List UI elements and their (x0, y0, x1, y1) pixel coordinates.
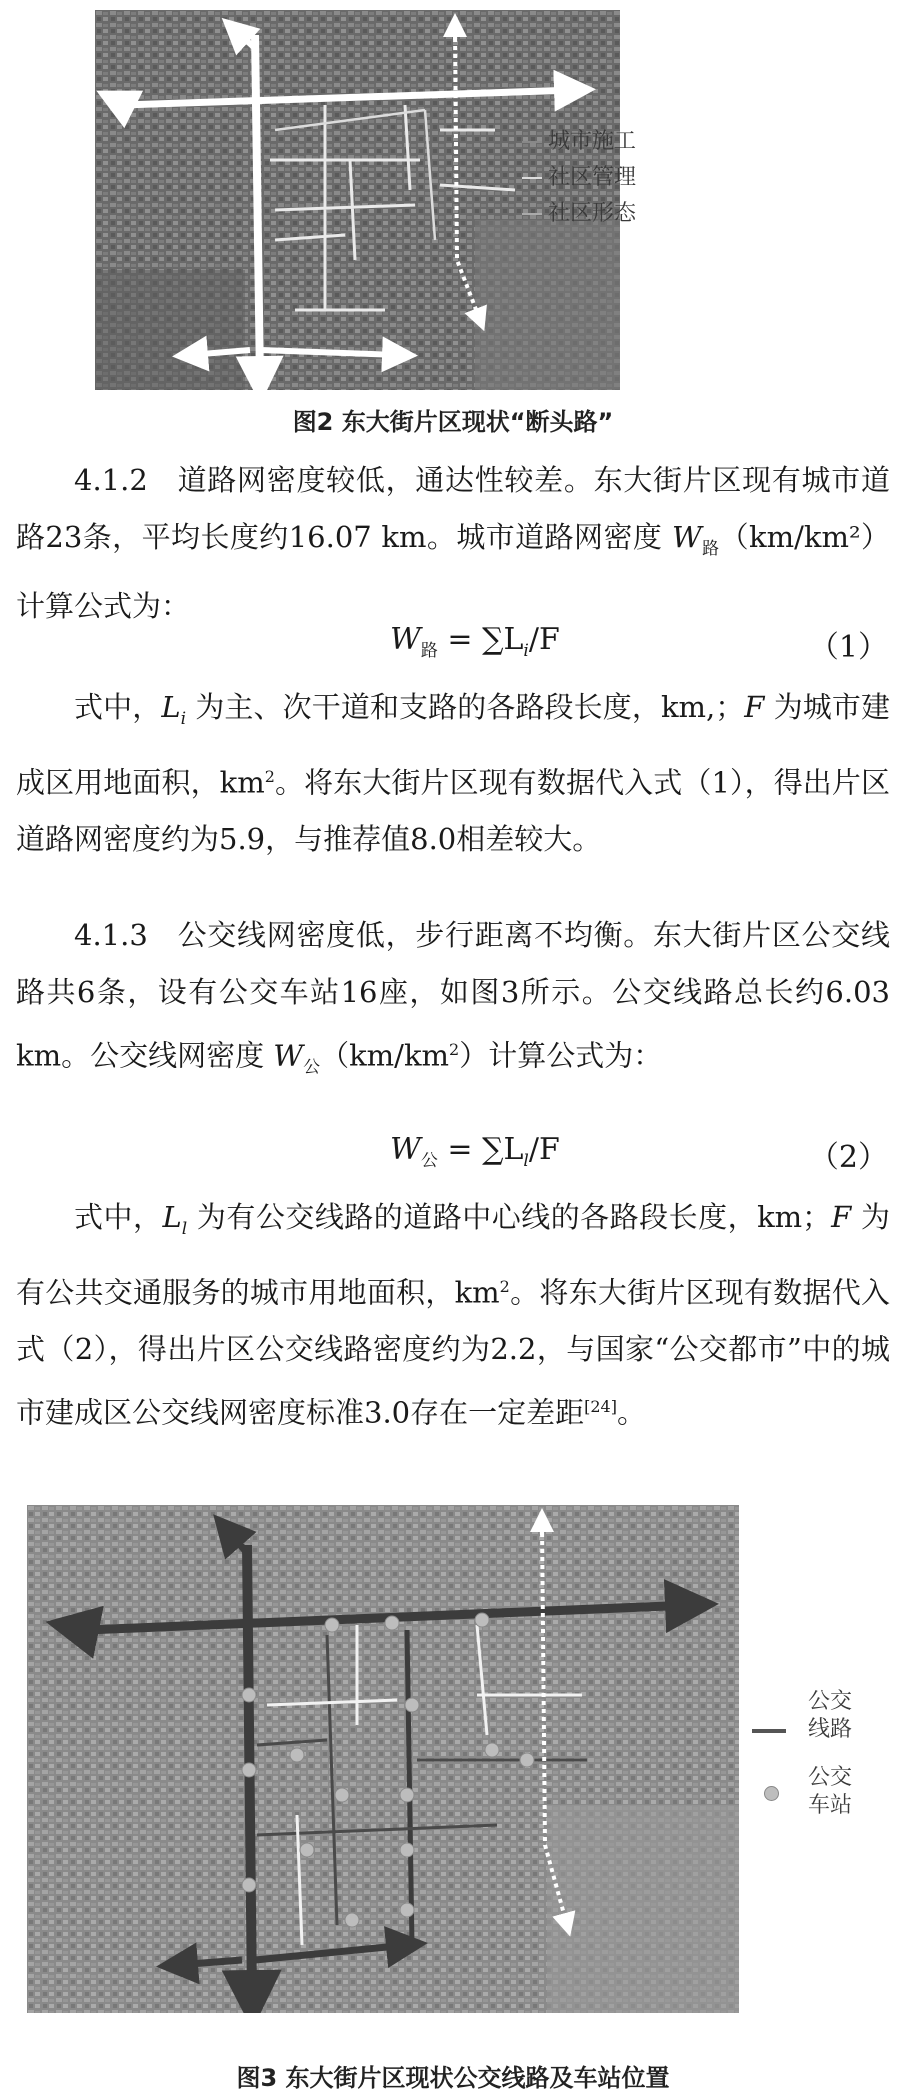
equation-1-number: （1） (808, 630, 888, 665)
main-road-ns (255, 35, 260, 380)
equation-2-expression: $W_公 = \sum L_l/F$ (390, 1132, 560, 1171)
para-after-eq2: 式中，$L_l$ 为有公交线路的道路中心线的各路段长度，km；F 为有公共交通服务的城市用地面积，$km^2$。将东大街片区现有数据代入式（2），得出片区公交线路密度约为2.2，与国家“公交都市”中的城市建成区公交线网密度标准3.0存在一定差距[24]。 (16, 1200, 891, 1431)
legend-bus-line-swatch (752, 1729, 786, 1733)
legend-bus-line: 公交 线路 (808, 1689, 853, 1742)
section-412-paragraph (16, 452, 890, 635)
figure-2-map (95, 10, 620, 390)
legend-line-2 (522, 177, 542, 179)
figure-3-caption: 图3 东大街片区现状公交线路及车站位置 (236, 2064, 670, 2092)
section-412-text-tail: （km/km²）计算公式为： (16, 520, 890, 623)
bus-map-image (27, 1505, 739, 2013)
legend-item-3: 社区形态 (548, 201, 637, 226)
equation-2-number: （2） (808, 1140, 888, 1175)
aerial-map-image (95, 10, 620, 390)
figure-3-map (27, 1505, 739, 2013)
equation-2 (0, 1132, 906, 1182)
section-413-heading: 4.1.3 (74, 918, 148, 952)
legend-bus-stop-swatch (764, 1786, 779, 1801)
section-412-heading: 4.1.2 (74, 463, 148, 497)
legend-line-3 (522, 213, 542, 215)
legend-item-2: 社区管理 (548, 165, 637, 190)
citation-24[interactable]: [24] (584, 1397, 617, 1417)
legend-item-1: 城市施工 (548, 129, 637, 154)
equation-1-expression: $W_路 = \sum L_i/F$ (390, 622, 560, 661)
section-412-W: W (671, 520, 702, 554)
equation-1 (0, 622, 906, 672)
legend-bus-stop: 公交 车站 (808, 1765, 853, 1818)
legend-line-1 (522, 141, 542, 143)
figure-2-caption: 图2 东大街片区现状“断头路” (292, 408, 614, 436)
section-412-W-sub: 路 (701, 538, 720, 559)
para-after-eq1: 式中，$L_i$ 为主、次干道和支路的各路段长度，km,；F 为城市建成区用地面积，$km^2$。将东大街片区现有数据代入式（1），得出片区道路网密度约为5.9，与推荐值8.0相差较大。 (16, 690, 890, 857)
section-413-paragraph: 4.1.3 公交线网密度低，步行距离不均衡。东大街片区公交线路共6条，设有公交车站16座，如图3所示。公交线路总长约6.03 km。公交线网密度 $W_公(km/km^2)$计算公式为： (16, 918, 890, 1078)
section-412-text: 道路网密度较低，通达性较差。东大街片区现有城市道路23条，平均长度约16.07 km。城市道路网密度 (16, 463, 890, 554)
